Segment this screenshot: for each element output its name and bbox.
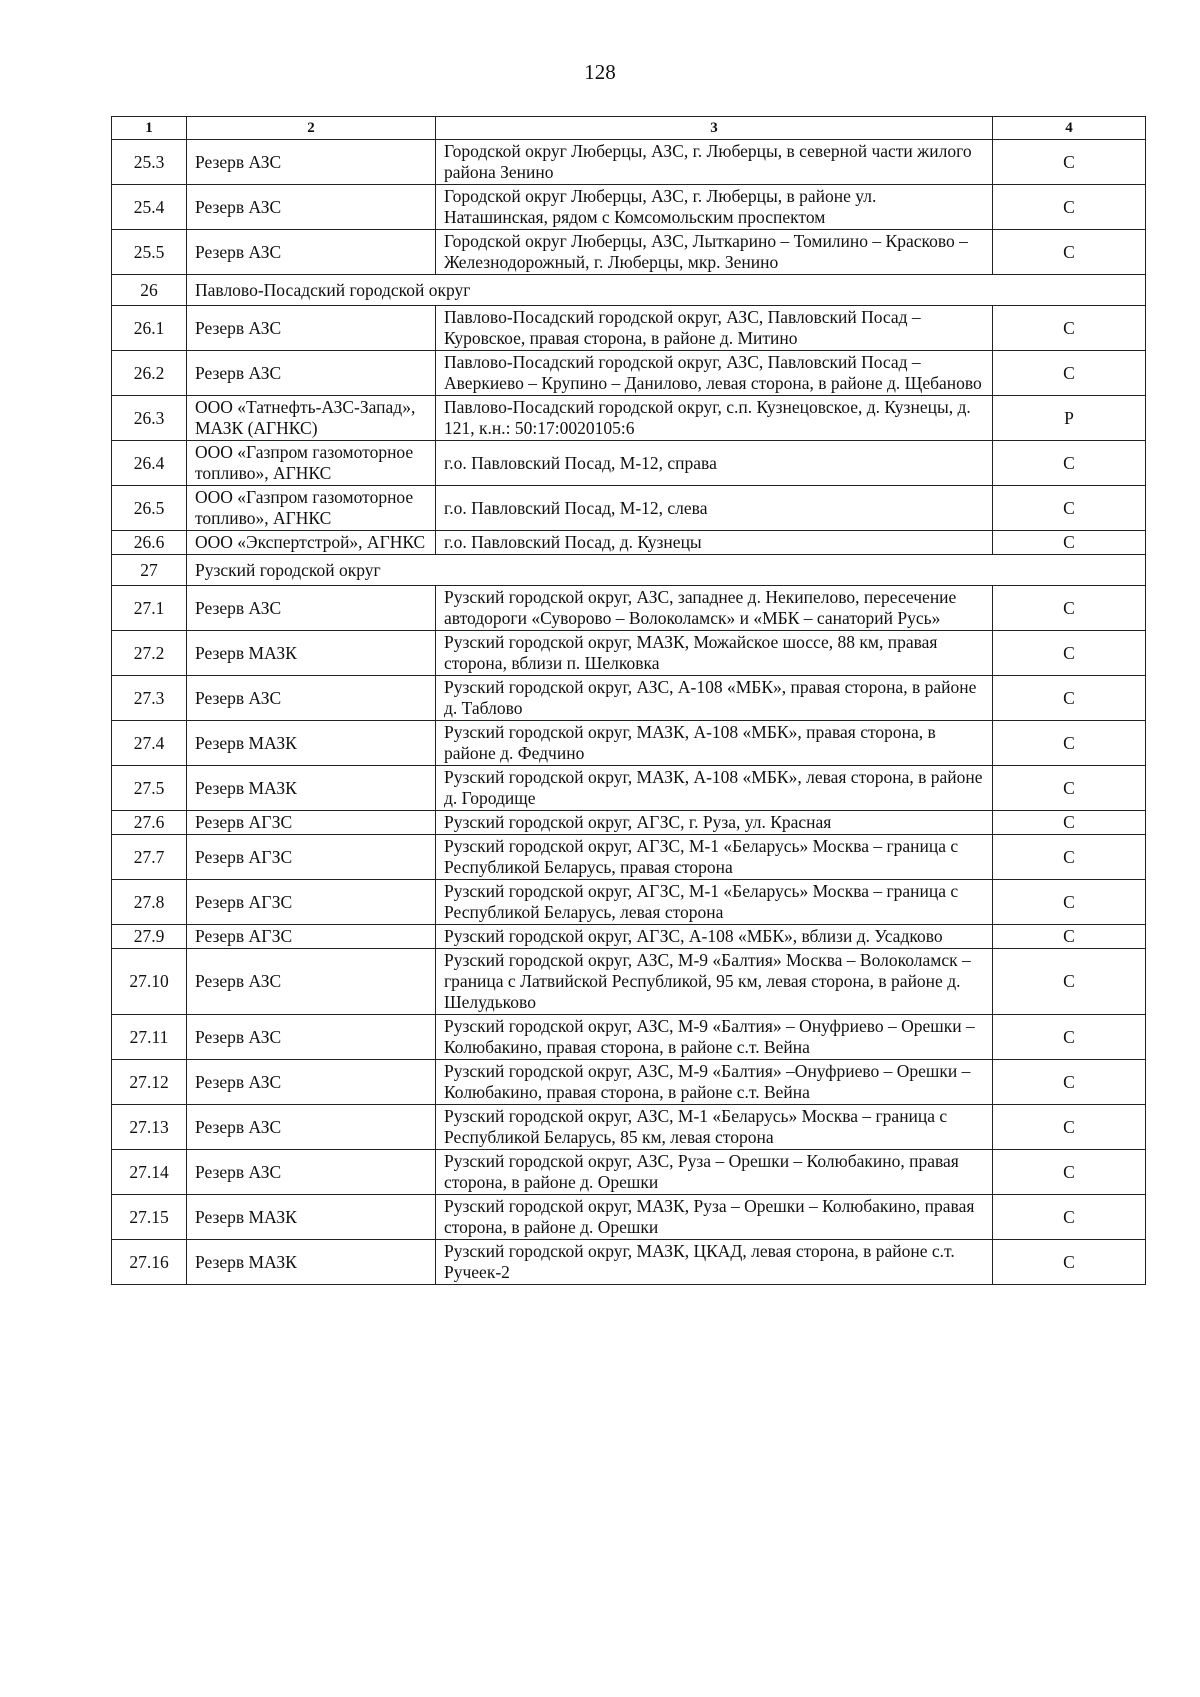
row-address: Рузский городской округ, АЗС, западнее д. Некипелово, пересечение автодороги «Суворово – Волоколамск» и «МБК – санаторий Русь» xyxy=(436,586,993,631)
column-header-4: 4 xyxy=(993,117,1146,140)
row-category: С xyxy=(993,1105,1146,1150)
row-number: 25.3 xyxy=(112,140,187,185)
row-number: 27.13 xyxy=(112,1105,187,1150)
row-address: Павлово-Посадский городской округ, с.п. Кузнецовское, д. Кузнецы, д. 121, к.н.: 50:17:0020105:6 xyxy=(436,396,993,441)
row-category: С xyxy=(993,766,1146,811)
row-category: С xyxy=(993,1015,1146,1060)
table-row xyxy=(112,586,1146,631)
registry-body xyxy=(112,140,1146,1285)
row-number: 27.10 xyxy=(112,949,187,1015)
row-name: Резерв АГЗС xyxy=(187,925,436,949)
row-name: Резерв АГЗС xyxy=(187,811,436,835)
row-number: 26.3 xyxy=(112,396,187,441)
row-number: 27.9 xyxy=(112,925,187,949)
row-address: Рузский городской округ, АЗС, М-9 «Балтия» – Онуфриево – Орешки – Колюбакино, правая сторона, в районе с.т. Вейна xyxy=(436,1015,993,1060)
row-address: Рузский городской округ, АЗС, А-108 «МБК», правая сторона, в районе д. Таблово xyxy=(436,676,993,721)
row-category: С xyxy=(993,185,1146,230)
row-number: 27.15 xyxy=(112,1195,187,1240)
row-name: Резерв АЗС xyxy=(187,230,436,275)
row-number: 27.3 xyxy=(112,676,187,721)
row-number: 26.6 xyxy=(112,531,187,555)
table-row xyxy=(112,230,1146,275)
row-number: 27.6 xyxy=(112,811,187,835)
table-row xyxy=(112,925,1146,949)
row-number: 27.12 xyxy=(112,1060,187,1105)
row-address: Рузский городской округ, АГЗС, М-1 «Беларусь» Москва – граница с Республикой Беларусь, правая сторона xyxy=(436,835,993,880)
table-row xyxy=(112,1015,1146,1060)
table-row xyxy=(112,441,1146,486)
row-name: Резерв АЗС xyxy=(187,1105,436,1150)
section-row xyxy=(112,275,1146,306)
row-address: Рузский городской округ, АГЗС, М-1 «Беларусь» Москва – граница с Республикой Беларусь, левая сторона xyxy=(436,880,993,925)
row-name: Резерв МАЗК xyxy=(187,631,436,676)
row-name: Резерв МАЗК xyxy=(187,721,436,766)
table-row xyxy=(112,1150,1146,1195)
row-number: 27.16 xyxy=(112,1240,187,1285)
table-row xyxy=(112,676,1146,721)
row-category: С xyxy=(993,925,1146,949)
row-number: 25.4 xyxy=(112,185,187,230)
row-name: Резерв АЗС xyxy=(187,1015,436,1060)
row-number: 26.2 xyxy=(112,351,187,396)
row-name: ООО «Газпром газомоторное топливо», АГНКС xyxy=(187,441,436,486)
row-name: Резерв АЗС xyxy=(187,140,436,185)
table-row xyxy=(112,835,1146,880)
row-address: Городской округ Люберцы, АЗС, г. Люберцы, в северной части жилого района Зенино xyxy=(436,140,993,185)
row-address: Рузский городской округ, АГЗС, А-108 «МБК», вблизи д. Усадково xyxy=(436,925,993,949)
row-number: 27.2 xyxy=(112,631,187,676)
row-category: С xyxy=(993,1060,1146,1105)
row-address: Рузский городской округ, МАЗК, А-108 «МБК», правая сторона, в районе д. Федчино xyxy=(436,721,993,766)
row-number: 27.5 xyxy=(112,766,187,811)
row-address: Рузский городской округ, МАЗК, ЦКАД, левая сторона, в районе с.т. Ручеек-2 xyxy=(436,1240,993,1285)
table-row xyxy=(112,486,1146,531)
row-name: Резерв МАЗК xyxy=(187,1240,436,1285)
row-name: Резерв АЗС xyxy=(187,185,436,230)
row-address: г.о. Павловский Посад, М-12, слева xyxy=(436,486,993,531)
table-row xyxy=(112,396,1146,441)
row-address: Рузский городской округ, АЗС, М-9 «Балтия» Москва – Волоколамск – граница с Латвийской Республикой, 95 км, левая сторона, в районе д. Шелудьково xyxy=(436,949,993,1015)
row-number: 26.1 xyxy=(112,306,187,351)
row-address: Рузский городской округ, МАЗК, А-108 «МБК», левая сторона, в районе д. Городище xyxy=(436,766,993,811)
section-row xyxy=(112,555,1146,586)
row-name: Резерв МАЗК xyxy=(187,1195,436,1240)
column-header-2: 2 xyxy=(187,117,436,140)
row-category: С xyxy=(993,441,1146,486)
row-name: Резерв АГЗС xyxy=(187,835,436,880)
row-name: Резерв МАЗК xyxy=(187,766,436,811)
row-address: г.о. Павловский Посад, М-12, справа xyxy=(436,441,993,486)
row-number: 25.5 xyxy=(112,230,187,275)
row-address: Рузский городской округ, МАЗК, Руза – Орешки – Колюбакино, правая сторона, в районе д. Орешки xyxy=(436,1195,993,1240)
row-name: Резерв АГЗС xyxy=(187,880,436,925)
row-category: С xyxy=(993,486,1146,531)
row-name: Резерв АЗС xyxy=(187,1150,436,1195)
row-name: Резерв АЗС xyxy=(187,949,436,1015)
table-row xyxy=(112,766,1146,811)
section-title: Рузский городской округ xyxy=(187,555,1146,586)
table-row xyxy=(112,1195,1146,1240)
row-category: С xyxy=(993,880,1146,925)
row-category: С xyxy=(993,1195,1146,1240)
row-address: Рузский городской округ, АГЗС, г. Руза, ул. Красная xyxy=(436,811,993,835)
table-row xyxy=(112,949,1146,1015)
row-number: 27.4 xyxy=(112,721,187,766)
table-row xyxy=(112,811,1146,835)
row-category: С xyxy=(993,140,1146,185)
row-name: Резерв АЗС xyxy=(187,676,436,721)
table-row xyxy=(112,1240,1146,1285)
row-number: 27.11 xyxy=(112,1015,187,1060)
row-address: Рузский городской округ, АЗС, М-1 «Беларусь» Москва – граница с Республикой Беларусь, 85 км, левая сторона xyxy=(436,1105,993,1150)
row-address: г.о. Павловский Посад, д. Кузнецы xyxy=(436,531,993,555)
column-header-1: 1 xyxy=(112,117,187,140)
row-address: Рузский городской округ, МАЗК, Можайское шоссе, 88 км, правая сторона, вблизи п. Шелковка xyxy=(436,631,993,676)
section-title: Павлово-Посадский городской округ xyxy=(187,275,1146,306)
row-category: С xyxy=(993,306,1146,351)
row-number: 26.5 xyxy=(112,486,187,531)
row-category: Р xyxy=(993,396,1146,441)
row-address: Рузский городской округ, АЗС, М-9 «Балтия» –Онуфриево – Орешки – Колюбакино, правая сторона, в районе с.т. Вейна xyxy=(436,1060,993,1105)
row-name: ООО «Экспертстрой», АГНКС xyxy=(187,531,436,555)
row-name: ООО «Газпром газомоторное топливо», АГНКС xyxy=(187,486,436,531)
row-address: Павлово-Посадский городской округ, АЗС, Павловский Посад – Куровское, правая сторона, в районе д. Митино xyxy=(436,306,993,351)
row-category: С xyxy=(993,230,1146,275)
row-address: Рузский городской округ, АЗС, Руза – Орешки – Колюбакино, правая сторона, в районе д. Орешки xyxy=(436,1150,993,1195)
table-row xyxy=(112,1105,1146,1150)
table-row xyxy=(112,185,1146,230)
row-address: Городской округ Люберцы, АЗС, г. Люберцы, в районе ул. Наташинская, рядом с Комсомольским проспектом xyxy=(436,185,993,230)
column-header-3: 3 xyxy=(436,117,993,140)
column-header-row xyxy=(112,117,1146,140)
row-address: Павлово-Посадский городской округ, АЗС, Павловский Посад – Аверкиево – Крупино – Данилово, левая сторона, в районе д. Щебаново xyxy=(436,351,993,396)
row-name: Резерв АЗС xyxy=(187,1060,436,1105)
row-category: С xyxy=(993,1240,1146,1285)
table-row xyxy=(112,306,1146,351)
row-number: 27.8 xyxy=(112,880,187,925)
row-category: С xyxy=(993,586,1146,631)
table-row xyxy=(112,531,1146,555)
row-number: 27.14 xyxy=(112,1150,187,1195)
row-category: С xyxy=(993,835,1146,880)
section-number: 26 xyxy=(112,275,187,306)
row-category: С xyxy=(993,676,1146,721)
row-category: С xyxy=(993,631,1146,676)
row-address: Городской округ Люберцы, АЗС, Лыткарино – Томилино – Красково – Железнодорожный, г. Люберцы, мкр. Зенино xyxy=(436,230,993,275)
row-category: С xyxy=(993,351,1146,396)
table-row xyxy=(112,140,1146,185)
row-category: С xyxy=(993,811,1146,835)
table-row xyxy=(112,1060,1146,1105)
row-category: С xyxy=(993,531,1146,555)
row-name: ООО «Татнефть-АЗС-Запад», МАЗК (АГНКС) xyxy=(187,396,436,441)
table-row xyxy=(112,631,1146,676)
row-name: Резерв АЗС xyxy=(187,586,436,631)
row-number: 27.1 xyxy=(112,586,187,631)
table-row xyxy=(112,351,1146,396)
row-category: С xyxy=(993,1150,1146,1195)
row-number: 27.7 xyxy=(112,835,187,880)
row-category: С xyxy=(993,949,1146,1015)
row-category: С xyxy=(993,721,1146,766)
section-number: 27 xyxy=(112,555,187,586)
registry-table xyxy=(111,116,1146,1285)
row-number: 26.4 xyxy=(112,441,187,486)
page-number: 128 xyxy=(584,60,616,84)
table-row xyxy=(112,880,1146,925)
table-row xyxy=(112,721,1146,766)
row-name: Резерв АЗС xyxy=(187,306,436,351)
row-name: Резерв АЗС xyxy=(187,351,436,396)
